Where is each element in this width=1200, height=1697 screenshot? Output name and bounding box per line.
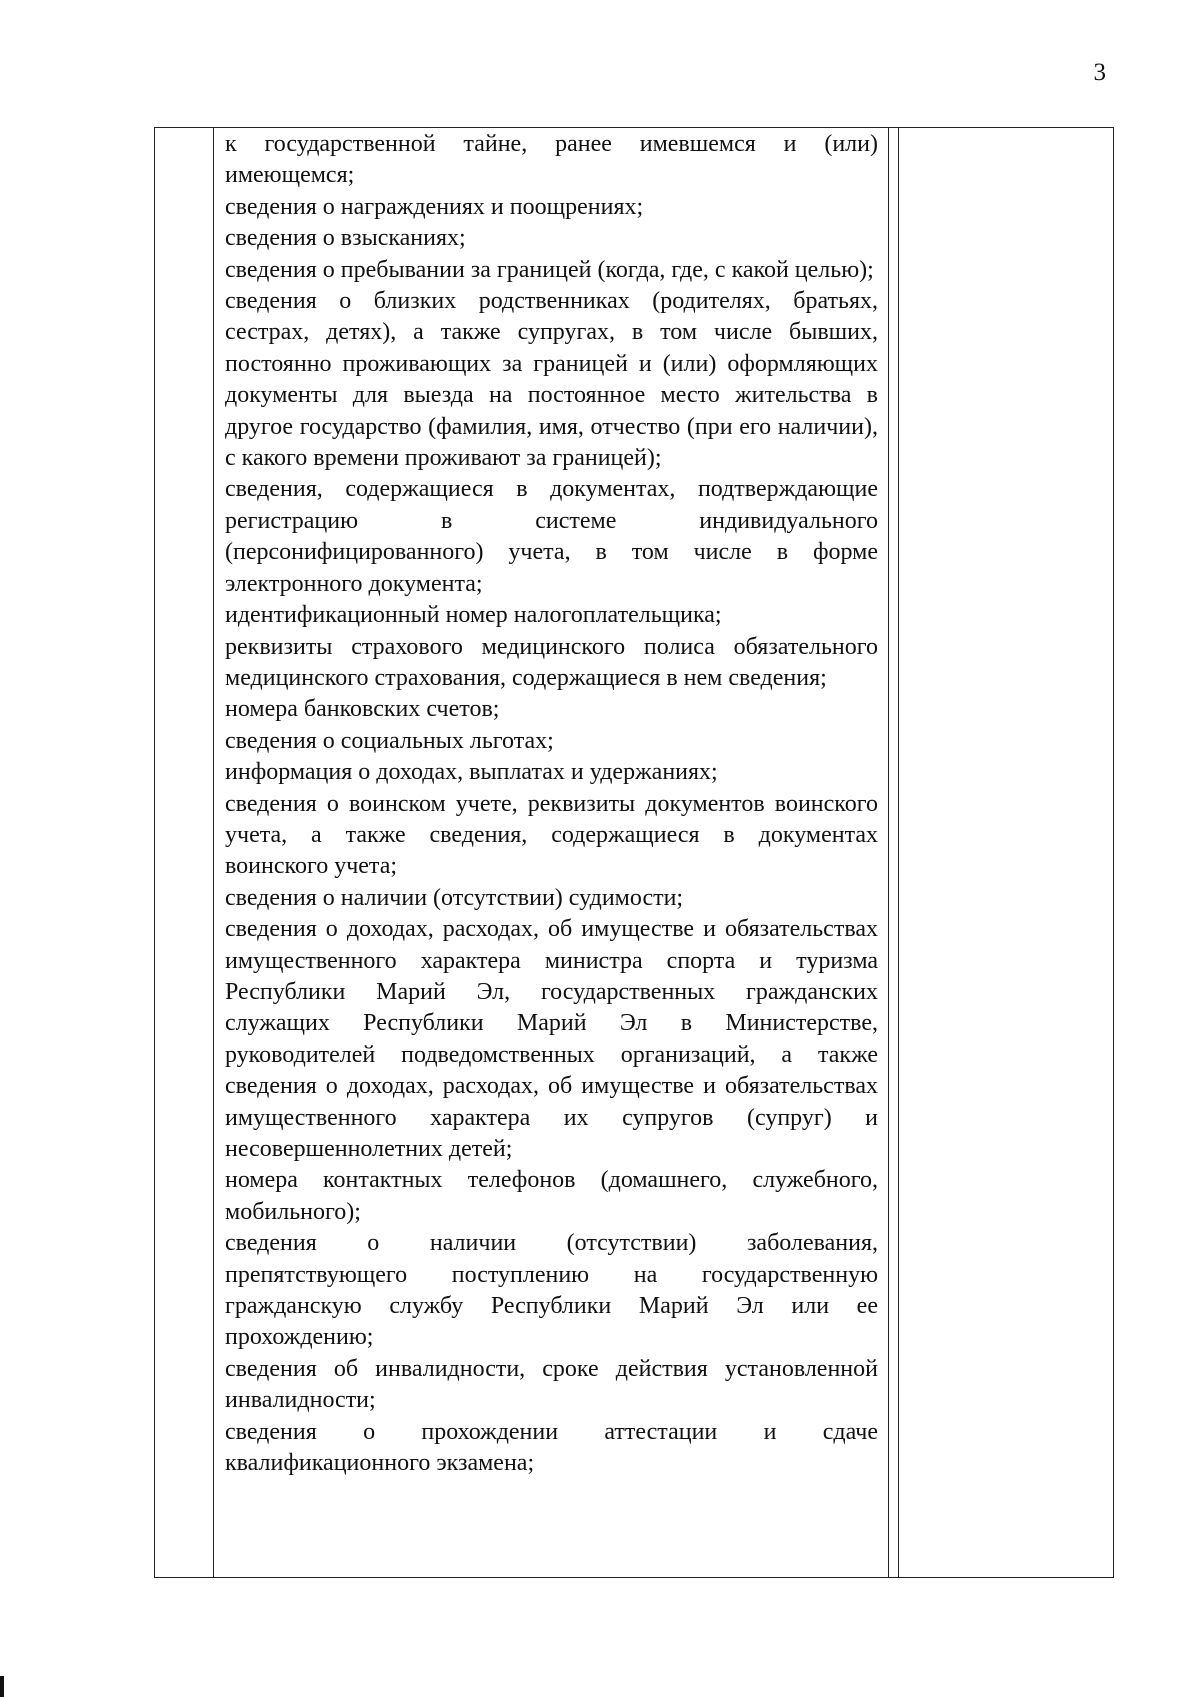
- table-column-divider: [213, 128, 214, 1577]
- list-item: сведения, содержащиеся в документах, подтверждающие регистрацию в системе индивидуального (персонифицированного) учета, в том числе в форме электронного документа;: [225, 476, 878, 597]
- list-item: сведения о наличии (отсутствии) судимости;: [225, 884, 684, 911]
- list-item: номера банковских счетов;: [225, 696, 500, 723]
- list-item: сведения о наличии (отсутствии) заболевания, препятствующего поступлению на государственную гражданскую службу Республики Марий Эл или ее прохождению;: [225, 1230, 878, 1351]
- table-content-cell: [225, 128, 878, 1479]
- document-table: [154, 127, 1114, 1578]
- list-item: идентификационный номер налогоплательщика;: [225, 602, 722, 629]
- list-item: сведения о прохождении аттестации и сдаче квалификационного экзамена;: [225, 1418, 878, 1477]
- list-item: сведения о доходах, расходах, об имуществе и обязательствах имущественного характера министра спорта и туризма Республики Марий Эл, государственных гражданских служащих Республики Марий Эл в Министерстве, руководителей подведомственных организаций, а также сведения о доходах, расходах, об имуществе и обязательствах имущественного характера их супругов (супруг) и несовершеннолетних детей;: [225, 916, 878, 1162]
- list-item: сведения о пребывании за границей (когда, где, с какой целью);: [225, 256, 874, 283]
- list-item: сведения о социальных льготах;: [225, 727, 554, 754]
- page-number: 3: [1093, 59, 1106, 86]
- list-item: информация о доходах, выплатах и удержаниях;: [225, 759, 718, 786]
- scan-edge-mark: [0, 1676, 4, 1697]
- list-item: сведения об инвалидности, сроке действия установленной инвалидности;: [225, 1355, 878, 1414]
- table-column-divider: [898, 128, 899, 1577]
- list-item: сведения о награждениях и поощрениях;: [225, 193, 644, 220]
- table-column-divider: [888, 128, 889, 1577]
- list-item: сведения о воинском учете, реквизиты документов воинского учета, а также сведения, содержащиеся в документах воинского учета;: [225, 790, 878, 880]
- list-item: реквизиты страхового медицинского полиса обязательного медицинского страхования, содержащиеся в нем сведения;: [225, 633, 878, 691]
- list-item: сведения о близких родственниках (родителях, братьях, сестрах, детях), а также супругах, в том числе бывших, постоянно проживающих за границей и (или) оформляющих документы для выезда на постоянное место жительства в другое государство (фамилия, имя, отчество (при его наличии), с какого времени проживают за границей);: [225, 288, 878, 472]
- list-item: сведения о взысканиях;: [225, 225, 466, 252]
- list-item: номера контактных телефонов (домашнего, служебного, мобильного);: [225, 1167, 878, 1225]
- list-item: к государственной тайне, ранее имевшемся и (или) имеющемся;: [225, 131, 878, 189]
